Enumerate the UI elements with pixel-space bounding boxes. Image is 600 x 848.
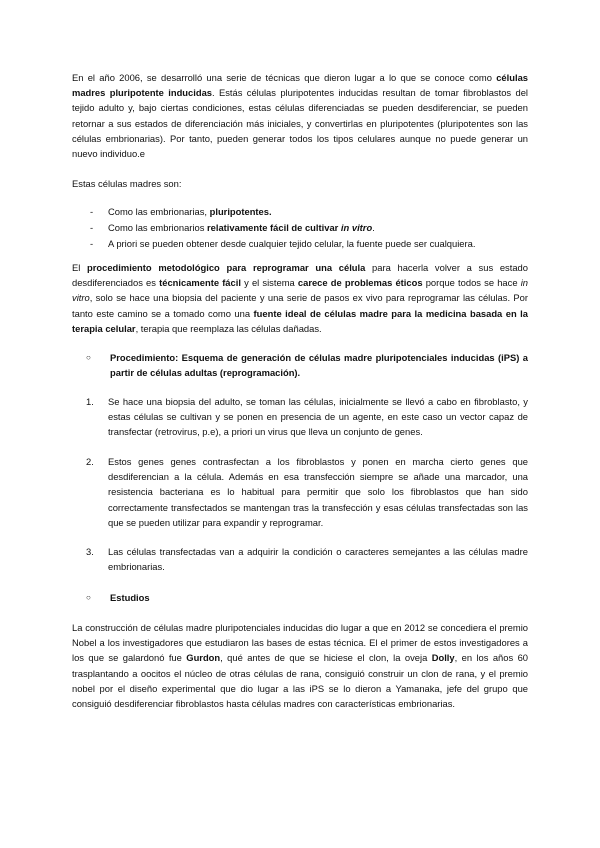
bold-italic-run: in vitro (340, 222, 373, 233)
bullet-list (72, 204, 532, 252)
list-item (72, 220, 532, 236)
text-run: Como las embrionarios (108, 222, 207, 233)
text-run: y el sistema (240, 277, 298, 289)
circle-bullet-icon: ○ (86, 353, 91, 362)
subheading-text: Procedimiento: Esquema de generación de células madre pluripotenciales inducidas (iPS) a partir de células adultas (reprogramación). (110, 352, 528, 379)
text-run: Como las embrionarias, (108, 206, 210, 217)
text-run: El (72, 262, 88, 273)
text-run: . (372, 222, 375, 233)
numbered-step (86, 544, 528, 574)
step-text: Estos genes genes contrasfectan a los fibroblastos y ponen en marcha cierto genes que desdiferencian a la célula. Además en esa transfección siempre se añade una marcador, una resistencia bacteriana es lo habitual para permitir que solo los fibroblastos que han sido correctamente transfectados se mantengan tras la transfección y esas células transfectadas son las que se pueden utilizar para expandir y reprogramar. (108, 456, 528, 528)
list-item (72, 236, 532, 252)
bold-run: carece de problemas éticos (297, 277, 423, 289)
paragraph-intro-ips (72, 70, 528, 161)
circle-bullet-icon: ○ (86, 593, 91, 602)
text-run: . Estás células pluripotentes inducidas resultan de tomar fibroblastos del tejido adulto y, bajo ciertas condiciones, estas células diferenciadas se pueden desdiferenciar, se pueden retornar a sus estados de diferenciación más iniciales, y convertirlas en pluripotentes (pluripotentes son las células embrionarias). Por tanto, pueden generar todos los tipos celulares aunque no puede generar un nuevo individuo.e (72, 87, 528, 160)
bold-run: Gurdon (186, 652, 221, 664)
bold-run: pluripotentes. (209, 206, 272, 217)
paragraph-studies (72, 620, 528, 711)
bold-run: relativamente fácil de cultivar (207, 222, 341, 233)
subheading-procedimiento (86, 350, 528, 380)
bold-run: fuente ideal de células madre para la medicina basada en la terapia celular (72, 307, 528, 334)
text-run: A priori se pueden obtener desde cualquier tejido celular, la fuente puede ser cualquiera. (108, 238, 476, 249)
italic-run: in vitro (72, 277, 528, 304)
text-run: , en los años 60 trasplantando a oocitos el núcleo de otras células de rana, consiguió construir un clon de rana, y el premio nobel por el diseño experimental que dio lugar a las iPS se lo dieron a Yamanaka, jefe del grupo que consiguió desdiferenciar fibroblastos hasta células madres con características embrionarias. (72, 652, 529, 710)
subheading-text: Estudios (110, 592, 150, 603)
text-run: En el año 2006, se desarrolló una serie de técnicas que dieron lugar a lo que se conoce como (72, 72, 497, 83)
text-run: , terapia que reemplaza las células dañadas. (135, 322, 322, 334)
step-number: 3. (86, 546, 94, 557)
subheading-estudios (86, 590, 528, 605)
text-run: para hacerla volver a sus estado desdiferenciados es (72, 262, 528, 289)
bold-run: células madres pluripotente inducidas (72, 72, 528, 99)
dash-marker: - (90, 222, 94, 233)
list-item (72, 204, 532, 220)
text-run: , solo se hace una biopsia del paciente y una serie de pasos ex vivo para reprogramar las células. Por tanto este camino se a tomado como una (72, 292, 528, 319)
paragraph-procedure (72, 260, 528, 336)
dash-marker: - (90, 206, 94, 217)
bold-run: Dolly (431, 652, 455, 664)
text-run: La construcción de células madre pluripotenciales inducidas dio lugar a que en 2012 se concediera el premio Nobel a los investigadores que estudiaron las bases de estas técnica. El el primer de estos investigadores a los que se galardonó fue (72, 622, 528, 664)
bold-run: técnicamente fácil (159, 277, 241, 289)
step-number: 2. (86, 456, 94, 467)
numbered-step (86, 394, 528, 440)
bold-run: procedimiento metodológico para reprogramar una célula (87, 262, 366, 273)
text-run: , qué antes de que se hiciese el clon, la oveja (220, 652, 432, 664)
paragraph-list-intro: Estas células madres son: (72, 178, 182, 189)
step-text: Las células transfectadas van a adquirir la condición o caracteres semejantes a las células madre embrionarias. (108, 546, 528, 573)
numbered-step (86, 454, 528, 530)
step-number: 1. (86, 396, 94, 407)
dash-marker: - (90, 238, 94, 249)
step-text: Se hace una biopsia del adulto, se toman las células, inicialmente se llevó a cabo en fibroblasto, y estas células se cultivan y se ponen en presencia de un agente, en este caso un vector capaz de transfectar (retrovirus, p.e), a priori un virus que lleva un conjunto de genes. (108, 396, 528, 438)
text-run: porque todos se hace (422, 277, 521, 289)
